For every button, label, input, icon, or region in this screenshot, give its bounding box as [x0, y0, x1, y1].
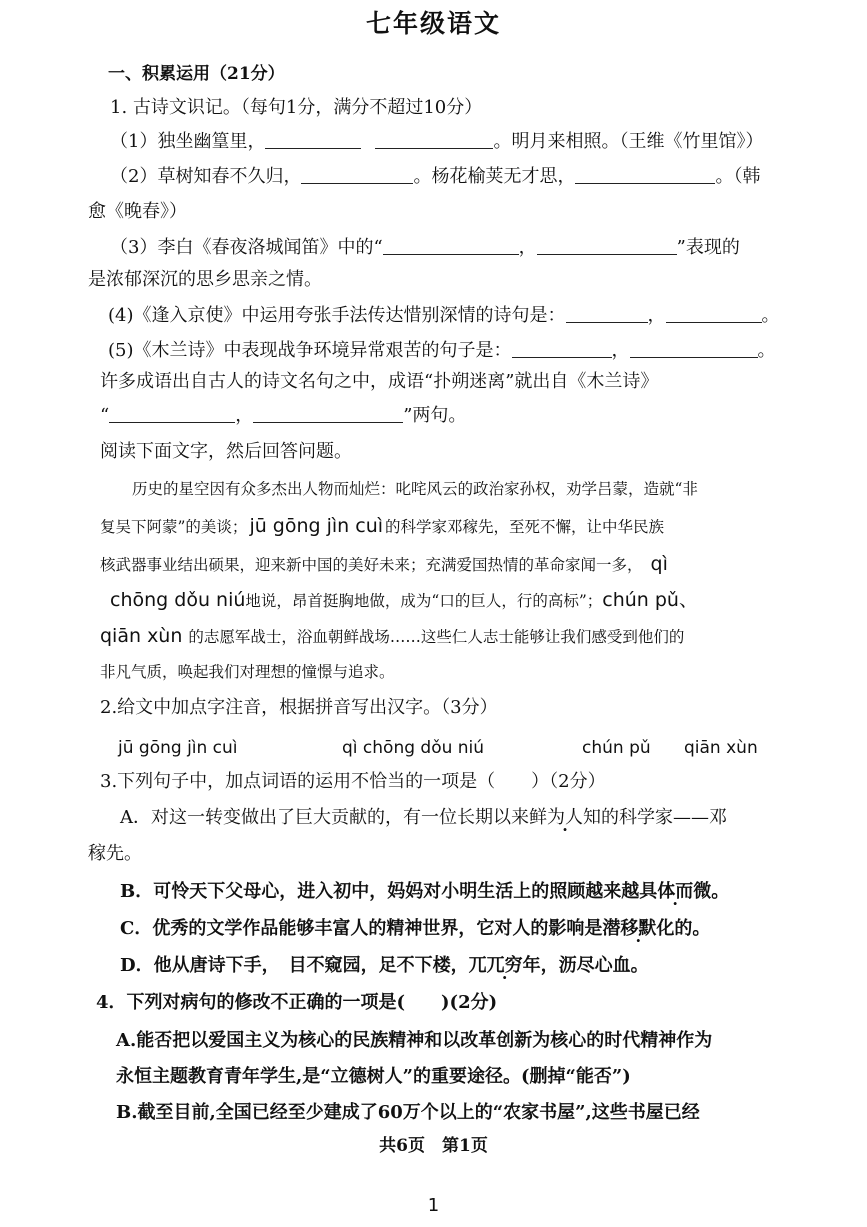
q2-pinyin-2: qì chōng dǒu niú: [342, 738, 485, 758]
q1-item-3-text-c: ”表现的: [676, 237, 740, 258]
q1-item-5: [108, 339, 776, 363]
q1-item-1-text-a: （1）独坐幽篁里，: [110, 131, 266, 152]
dotted-phrase: 鲜为人知: [529, 807, 601, 828]
q1-item-2-text-c: 。（韩: [715, 166, 761, 187]
q4-option-a-cont: 永恒主题教育青年学生,是“立德树人”的重要途径。(删掉“能否”): [116, 1066, 631, 1087]
answer-blank[interactable]: [666, 304, 762, 323]
option-text: B．可怜天下父母心，进入初中，妈妈对小明生活上的照顾越来越: [120, 881, 640, 902]
passage-text: 核武器事业结出硕果，迎来新中国的美好未来；充满爱国热情的革命家闻一多，: [100, 556, 643, 574]
q1-item-7-text-a: “: [100, 405, 110, 426]
q3-heading: 3.下列句子中，加点词语的运用不恰当的一项是（ ）（2分）: [100, 771, 606, 792]
reading-instruction: 阅读下面文字，然后回答问题。: [100, 441, 352, 462]
option-text: ，沥尽心血。: [540, 955, 649, 976]
q1-item-4-text-a: (4)《逢入京使》中运用夸张手法传达惜别深情的诗句是：: [108, 305, 566, 326]
passage-line-3: [100, 552, 668, 577]
passage-pinyin: chún pǔ、: [602, 589, 698, 611]
q4-option-b[interactable]: B.截至目前,全国已经至少建成了60万个以上的“农家书屋”,这些书屋已经: [116, 1102, 700, 1123]
answer-blank[interactable]: [575, 165, 715, 184]
answer-blank[interactable]: [537, 236, 677, 255]
option-text: 。: [711, 881, 730, 902]
q2-pinyin-1: jū gōng jìn cuì: [118, 738, 238, 758]
answer-blank[interactable]: [265, 130, 361, 149]
option-text: A．对这一转变做出了巨大贡献的，有一位长期以来: [120, 807, 529, 828]
passage-text: 的科学家邓稼先，至死不懈，让中华民族: [385, 518, 665, 536]
passage-pinyin: qì: [650, 553, 668, 575]
page-title: 七年级语文: [365, 9, 501, 38]
q1-heading: 1. 古诗文识记。（每句1分，满分不超过10分）: [110, 97, 483, 118]
page-number: 1: [427, 1195, 440, 1216]
q1-item-4-text-b: ，: [647, 305, 666, 326]
answer-blank[interactable]: [109, 404, 235, 423]
dotted-phrase: 潜移默化: [602, 918, 675, 939]
option-text: C．优秀的文学作品能够丰富人的精神世界，它对人的影响是: [120, 918, 603, 939]
answer-blank[interactable]: [512, 339, 612, 358]
passage-text: 复吴下阿蒙”的美谈；: [100, 518, 248, 536]
q4-heading: 4．下列对病句的修改不正确的一项是( )(2分): [96, 992, 498, 1013]
answer-blank[interactable]: [301, 165, 413, 184]
q1-item-3: [110, 236, 740, 260]
q3-option-b[interactable]: [120, 880, 729, 904]
q1-item-2-text-a: （2）草树知春不久归，: [110, 166, 302, 187]
passage-line-2: [100, 514, 664, 539]
q1-item-4-text-c: 。: [761, 305, 780, 326]
answer-blank[interactable]: [253, 404, 403, 423]
q1-item-7-text-b: ，: [235, 405, 254, 426]
answer-blank[interactable]: [630, 339, 758, 358]
option-text: 的科学家——邓: [601, 807, 727, 828]
q3-option-d[interactable]: [120, 954, 649, 978]
page-footer: 共6页 第1页: [379, 1136, 488, 1156]
passage-pinyin: jū gōng jìn cuì: [249, 515, 384, 537]
passage-line-1: 历史的星空因有众多杰出人物而灿烂：叱咤风云的政治家孙权，劝学吕蒙，造就“非: [132, 480, 698, 498]
q1-item-2: [110, 165, 760, 189]
q1-item-6: 许多成语出自古人的诗文名句之中，成语“扑朔迷离”就出自《木兰诗》: [100, 371, 659, 392]
passage-pinyin: qiān xùn: [100, 625, 183, 647]
passage-line-6: 非凡气质，唤起我们对理想的憧憬与追求。: [100, 663, 395, 681]
answer-blank[interactable]: [375, 130, 493, 149]
q1-item-7-text-c: ”两句。: [403, 405, 467, 426]
q1-item-1: [110, 130, 763, 154]
q4-option-a[interactable]: A.能否把以爱国主义为核心的民族精神和以改革创新为核心的时代精神作为: [116, 1030, 713, 1051]
passage-text: 的志愿军战士，浴血朝鲜战场……这些仁人志士能够让我们感受到他们的: [188, 628, 685, 646]
q1-item-5-text-c: 。: [757, 340, 776, 361]
q2-pinyin-4: qiān xùn: [684, 738, 758, 758]
q1-item-5-text-b: ，: [611, 340, 630, 361]
q1-item-2-text-b: 。杨花榆荚无才思，: [413, 166, 576, 187]
option-text: D．他从唐诗下手， 目不窥园，足不下楼，: [120, 955, 469, 976]
passage-text: 地说，昂首挺胸地做，成为“口的巨人，行的高标”；: [245, 592, 603, 610]
section-heading: 一、积累运用（21分）: [108, 64, 285, 84]
option-text: 的。: [674, 918, 711, 939]
q1-item-1-text-b: 。明月来相照。（王维《竹里馆》）: [493, 131, 764, 152]
dotted-phrase: 具体而微: [639, 881, 712, 902]
q3-option-c[interactable]: [120, 917, 710, 941]
q1-item-7: [100, 404, 466, 428]
q3-option-a[interactable]: [120, 806, 727, 830]
passage-pinyin: chōng dǒu niú: [110, 589, 246, 611]
q1-item-2-cont: 愈《晚春》）: [88, 201, 187, 222]
q1-item-3-cont: 是浓郁深沉的思乡思亲之情。: [88, 269, 322, 290]
q3-option-a-cont: 稼先。: [88, 843, 142, 864]
q2-heading: 2.给文中加点字注音，根据拼音写出汉字。（3分）: [100, 697, 498, 718]
q1-item-5-text-a: (5)《木兰诗》中表现战争环境异常艰苦的句子是：: [108, 340, 512, 361]
q1-item-4: [108, 304, 780, 328]
passage-line-4: [110, 588, 698, 613]
answer-blank[interactable]: [383, 236, 519, 255]
q1-item-3-text-a: （3）李白《春夜洛城闻笛》中的“: [110, 237, 383, 258]
passage-line-5: [100, 624, 684, 649]
dotted-phrase: 兀兀穷年: [468, 955, 541, 976]
q1-item-3-text-b: ，: [518, 237, 537, 258]
answer-blank[interactable]: [566, 304, 648, 323]
q2-pinyin-3: chún pǔ: [582, 738, 651, 758]
